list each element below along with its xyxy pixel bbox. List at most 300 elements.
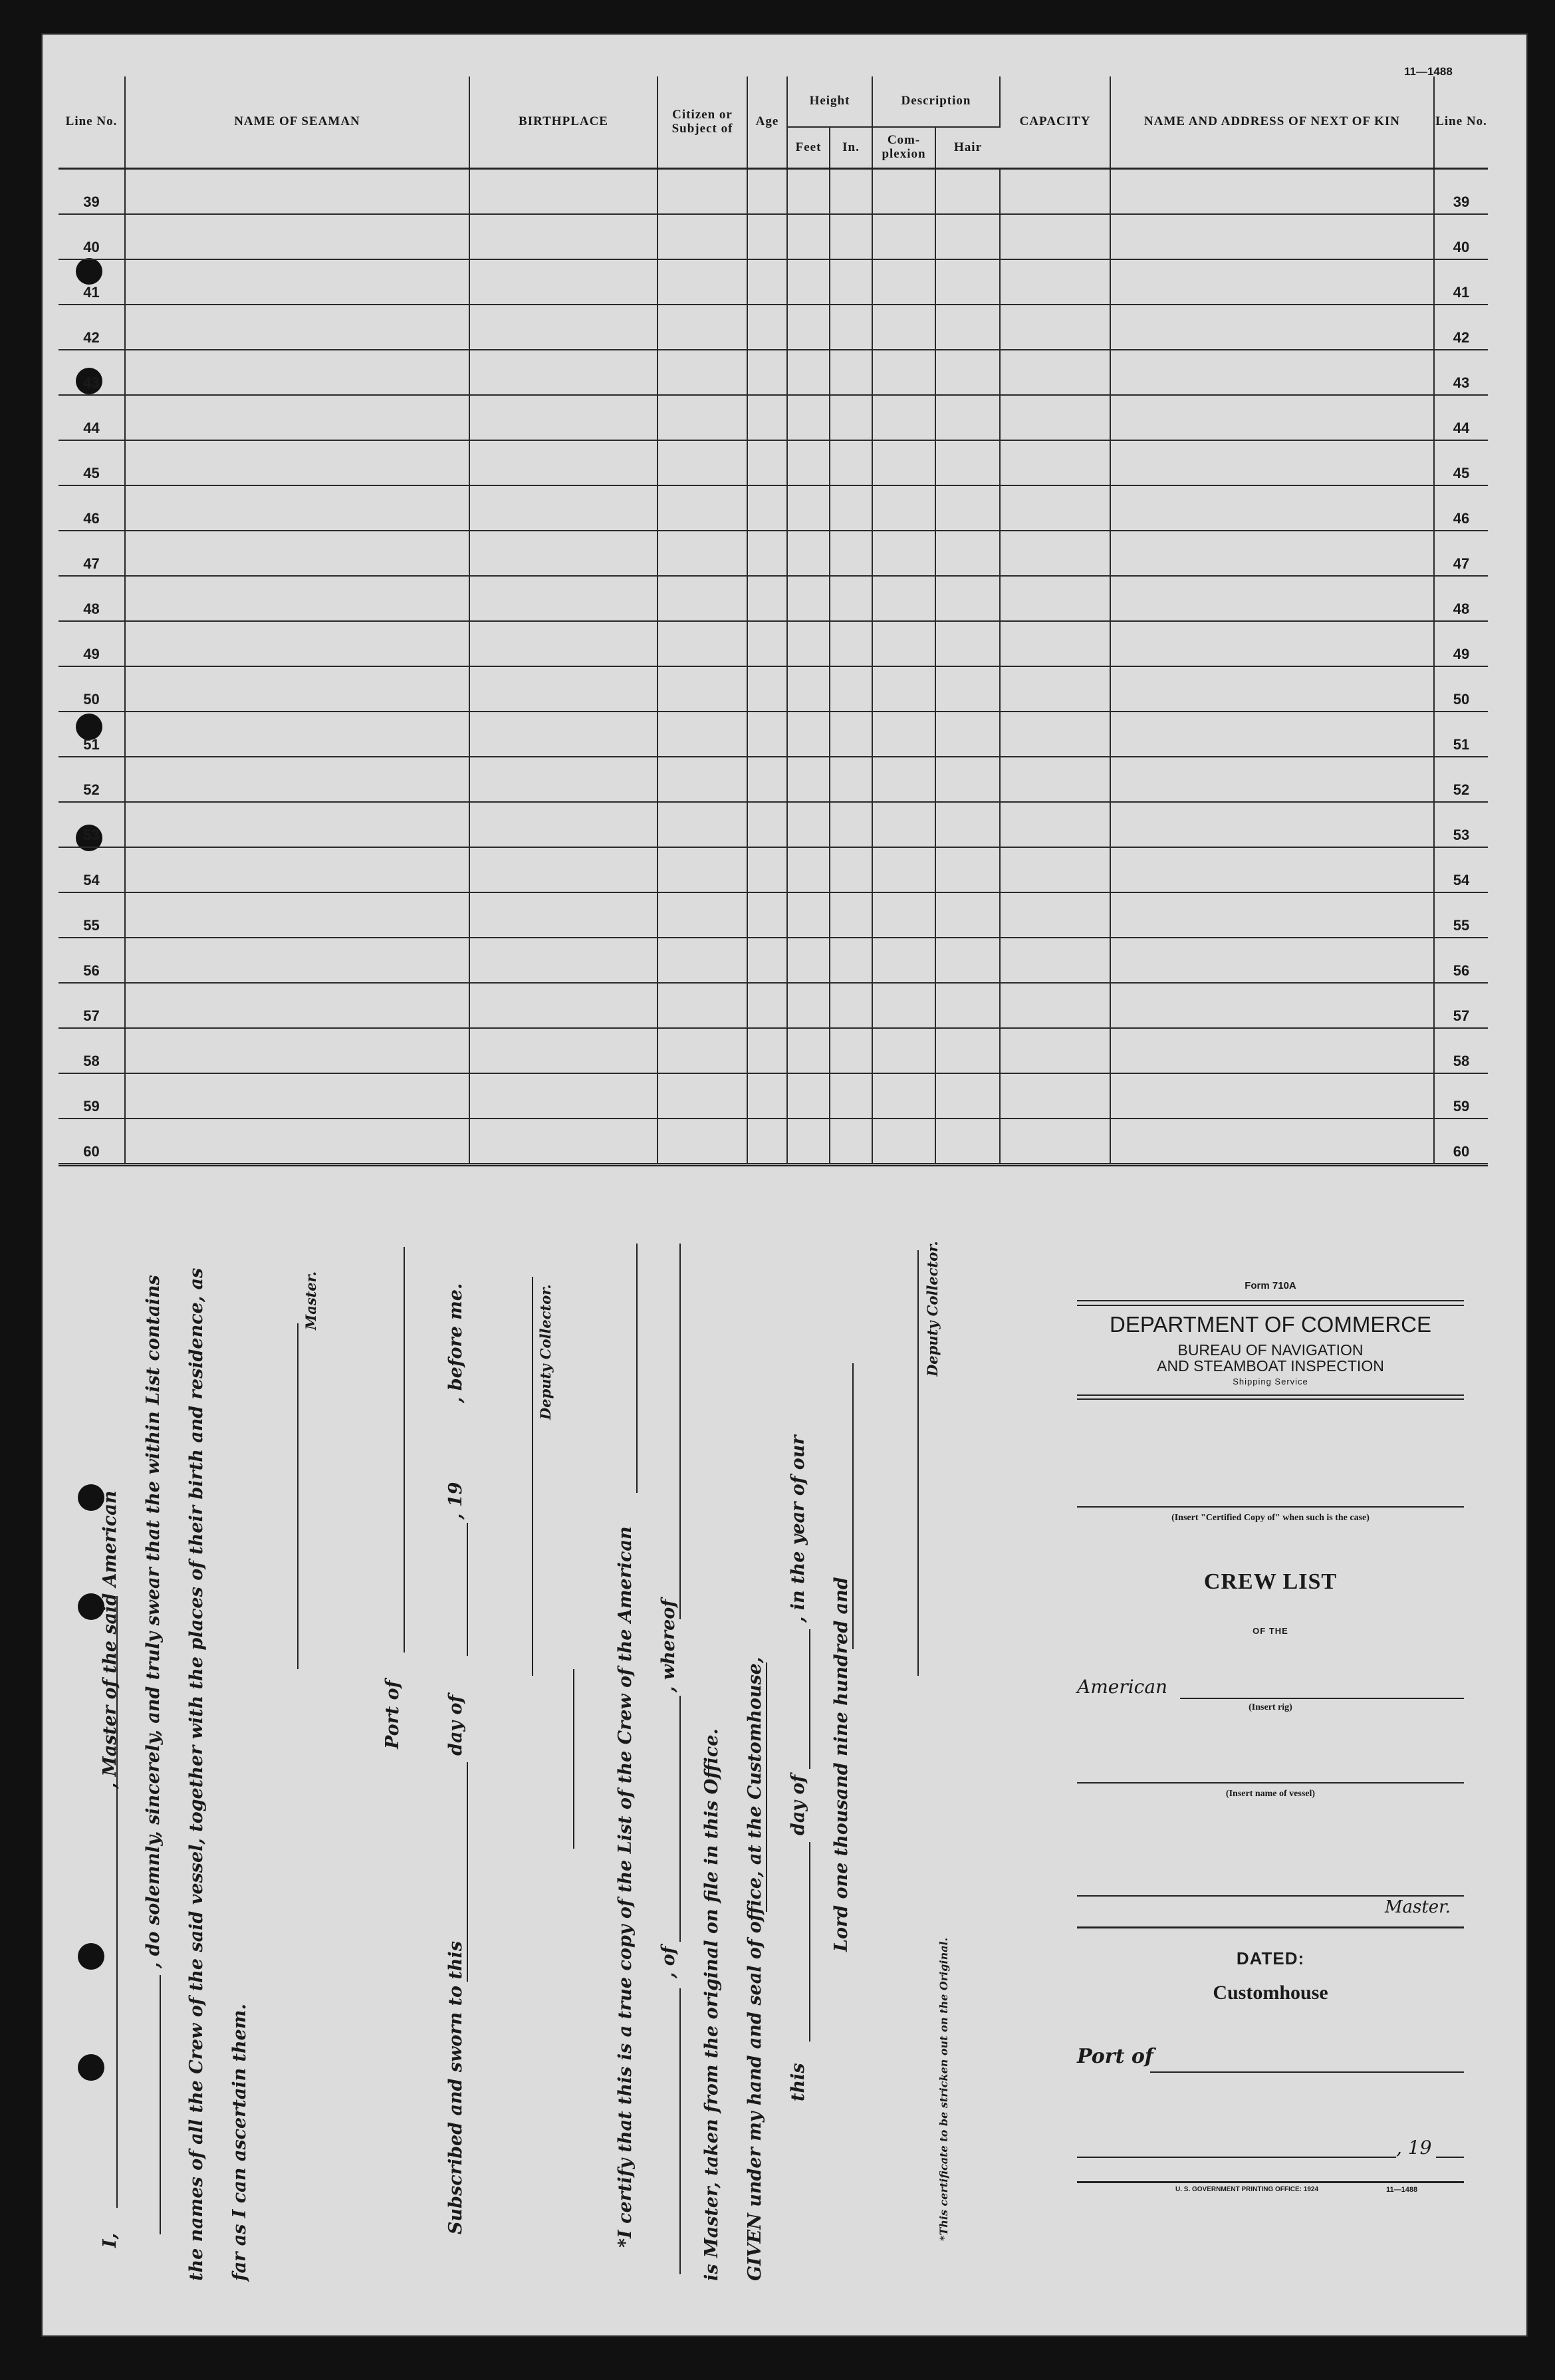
entry-cell[interactable] — [1000, 576, 1110, 621]
entry-cell[interactable] — [1000, 1119, 1110, 1165]
entry-cell[interactable] — [658, 621, 747, 666]
entry-cell[interactable] — [830, 621, 872, 666]
entry-cell[interactable] — [830, 1119, 872, 1165]
entry-cell[interactable] — [935, 485, 1000, 531]
entry-cell[interactable] — [935, 440, 1000, 485]
entry-cell[interactable] — [787, 395, 830, 440]
header-next-of-kin: NAME AND ADDRESS OF NEXT OF KIN — [1110, 76, 1434, 169]
insert-name-note: (Insert name of vessel) — [1225, 1789, 1316, 1799]
entry-cell[interactable] — [787, 983, 830, 1028]
entry-cell[interactable] — [469, 305, 658, 350]
entry-cell[interactable] — [1000, 531, 1110, 576]
entry-cell[interactable] — [469, 169, 658, 215]
entry-cell[interactable] — [469, 757, 658, 802]
entry-cell[interactable] — [747, 938, 787, 983]
entry-cell[interactable] — [787, 847, 830, 892]
entry-cell[interactable] — [658, 305, 747, 350]
entry-cell[interactable] — [658, 983, 747, 1028]
entry-cell[interactable] — [125, 938, 469, 983]
entry-cell[interactable] — [830, 1028, 872, 1073]
entry-cell[interactable] — [1110, 892, 1434, 938]
of-the: OF THE — [1253, 1626, 1288, 1636]
entry-cell[interactable] — [872, 938, 935, 983]
table-row — [59, 485, 1488, 531]
entry-cell[interactable] — [935, 259, 1000, 305]
entry-cell[interactable] — [787, 259, 830, 305]
entry-cell[interactable] — [787, 1028, 830, 1073]
panel-rule — [1077, 1926, 1464, 1928]
entry-cell[interactable] — [872, 395, 935, 440]
entry-cell[interactable] — [747, 531, 787, 576]
entry-cell[interactable] — [872, 802, 935, 847]
entry-cell[interactable] — [830, 847, 872, 892]
entry-cell[interactable] — [830, 440, 872, 485]
entry-cell[interactable] — [469, 712, 658, 757]
entry-cell[interactable] — [658, 892, 747, 938]
entry-cell[interactable] — [830, 576, 872, 621]
entry-cell[interactable] — [1000, 395, 1110, 440]
line-number: 54 — [59, 847, 125, 892]
entry-cell[interactable] — [830, 892, 872, 938]
entry-cell[interactable] — [787, 938, 830, 983]
entry-cell[interactable] — [125, 1028, 469, 1073]
entry-cell[interactable] — [830, 169, 872, 215]
entry-cell[interactable] — [872, 1119, 935, 1165]
entry-cell[interactable] — [935, 395, 1000, 440]
entry-cell[interactable] — [1000, 1028, 1110, 1073]
line-number: 47 — [59, 531, 125, 576]
entry-cell[interactable] — [125, 983, 469, 1028]
entry-cell[interactable] — [469, 938, 658, 983]
entry-cell[interactable] — [1000, 350, 1110, 395]
vessel-name-line — [1077, 1782, 1464, 1784]
deputy-collector-1: Deputy Collector. — [537, 1284, 554, 1420]
entry-cell[interactable] — [469, 531, 658, 576]
table-row — [59, 169, 1488, 215]
entry-cell[interactable] — [658, 802, 747, 847]
rig-line — [1180, 1698, 1464, 1699]
entry-cell[interactable] — [830, 485, 872, 531]
entry-cell[interactable] — [872, 576, 935, 621]
panel-date-line — [1077, 2157, 1396, 2158]
entry-cell[interactable] — [747, 214, 787, 259]
entry-cell[interactable] — [658, 847, 747, 892]
line-number-right: 60 — [1434, 1119, 1488, 1165]
entry-cell[interactable] — [1000, 259, 1110, 305]
certificate-day-of: day of — [788, 1774, 808, 1835]
entry-cell[interactable] — [1110, 485, 1434, 531]
entry-cell[interactable] — [658, 1073, 747, 1119]
entry-cell[interactable] — [872, 1073, 935, 1119]
port-of-line — [404, 1247, 405, 1653]
entry-cell[interactable] — [747, 485, 787, 531]
entry-cell[interactable] — [1110, 1073, 1434, 1119]
entry-cell[interactable] — [787, 305, 830, 350]
entry-cell[interactable] — [469, 259, 658, 305]
entry-cell[interactable] — [125, 712, 469, 757]
entry-cell[interactable] — [469, 892, 658, 938]
entry-cell[interactable] — [935, 983, 1000, 1028]
gpo-code: 11—1488 — [1386, 2186, 1418, 2194]
entry-cell[interactable] — [747, 712, 787, 757]
entry-cell[interactable] — [125, 305, 469, 350]
entry-cell[interactable] — [747, 1119, 787, 1165]
entry-cell[interactable] — [872, 440, 935, 485]
entry-cell[interactable] — [787, 666, 830, 712]
panel-rule — [1077, 2181, 1464, 2183]
entry-cell[interactable] — [1110, 847, 1434, 892]
entry-cell[interactable] — [469, 983, 658, 1028]
entry-cell[interactable] — [125, 1119, 469, 1165]
entry-cell[interactable] — [658, 440, 747, 485]
entry-cell[interactable] — [872, 1028, 935, 1073]
entry-cell[interactable] — [125, 757, 469, 802]
entry-cell[interactable] — [872, 531, 935, 576]
entry-cell[interactable] — [872, 214, 935, 259]
entry-cell[interactable] — [787, 440, 830, 485]
entry-cell[interactable] — [787, 1119, 830, 1165]
entry-cell[interactable] — [1000, 621, 1110, 666]
entry-cell[interactable] — [469, 395, 658, 440]
entry-cell[interactable] — [658, 576, 747, 621]
entry-cell[interactable] — [658, 531, 747, 576]
entry-cell[interactable] — [935, 350, 1000, 395]
entry-cell[interactable] — [1110, 305, 1434, 350]
entry-cell[interactable] — [658, 169, 747, 215]
table-row — [59, 938, 1488, 983]
oath-line-4: far as I can ascertain them. — [229, 2004, 250, 2281]
entry-cell[interactable] — [1110, 983, 1434, 1028]
entry-cell[interactable] — [935, 712, 1000, 757]
entry-cell[interactable] — [787, 802, 830, 847]
entry-cell[interactable] — [469, 350, 658, 395]
entry-cell[interactable] — [747, 621, 787, 666]
table-row — [59, 757, 1488, 802]
entry-cell[interactable] — [787, 576, 830, 621]
entry-cell[interactable] — [658, 1119, 747, 1165]
entry-cell[interactable] — [747, 440, 787, 485]
entry-cell[interactable] — [1110, 666, 1434, 712]
entry-cell[interactable] — [747, 576, 787, 621]
entry-cell[interactable] — [469, 1119, 658, 1165]
entry-cell[interactable] — [658, 259, 747, 305]
entry-cell[interactable] — [830, 757, 872, 802]
entry-cell[interactable] — [787, 757, 830, 802]
table-row — [59, 576, 1488, 621]
panel-rule — [1077, 1394, 1464, 1396]
entry-cell[interactable] — [872, 847, 935, 892]
entry-cell[interactable] — [935, 892, 1000, 938]
entry-cell[interactable] — [872, 892, 935, 938]
department-title: DEPARTMENT OF COMMERCE — [1109, 1312, 1432, 1337]
entry-cell[interactable] — [125, 847, 469, 892]
entry-cell[interactable] — [830, 1073, 872, 1119]
entry-cell[interactable] — [872, 712, 935, 757]
table-row — [59, 666, 1488, 712]
entry-cell[interactable] — [1110, 621, 1434, 666]
entry-cell[interactable] — [1000, 892, 1110, 938]
entry-cell[interactable] — [935, 802, 1000, 847]
line-number-right: 53 — [1434, 802, 1488, 847]
entry-cell[interactable] — [469, 576, 658, 621]
entry-cell[interactable] — [469, 666, 658, 712]
entry-cell[interactable] — [1000, 712, 1110, 757]
entry-cell[interactable] — [872, 666, 935, 712]
entry-cell[interactable] — [125, 576, 469, 621]
entry-cell[interactable] — [1110, 757, 1434, 802]
entry-cell[interactable] — [935, 305, 1000, 350]
entry-cell[interactable] — [1110, 350, 1434, 395]
entry-cell[interactable] — [935, 531, 1000, 576]
panel-master-label: Master. — [1384, 1897, 1451, 1917]
entry-cell[interactable] — [658, 485, 747, 531]
crew-table — [59, 76, 1488, 1166]
certificate-customhouse-line — [766, 1662, 767, 1912]
entry-cell[interactable] — [658, 757, 747, 802]
panel-port-of-label: Port of — [1077, 2045, 1153, 2068]
entry-cell[interactable] — [787, 350, 830, 395]
entry-cell[interactable] — [747, 983, 787, 1028]
table-row — [59, 712, 1488, 757]
entry-cell[interactable] — [830, 983, 872, 1028]
entry-cell[interactable] — [830, 712, 872, 757]
entry-cell[interactable] — [935, 666, 1000, 712]
entry-cell[interactable] — [1110, 576, 1434, 621]
entry-cell[interactable] — [469, 1028, 658, 1073]
entry-cell[interactable] — [1000, 938, 1110, 983]
panel-rule — [1077, 1300, 1464, 1301]
entry-cell[interactable] — [469, 847, 658, 892]
line-number: 45 — [59, 440, 125, 485]
entry-cell[interactable] — [935, 1028, 1000, 1073]
entry-cell[interactable] — [125, 214, 469, 259]
entry-cell[interactable] — [830, 531, 872, 576]
entry-cell[interactable] — [787, 531, 830, 576]
entry-cell[interactable] — [1000, 983, 1110, 1028]
header-description: Description — [872, 76, 1000, 127]
entry-cell[interactable] — [747, 757, 787, 802]
entry-cell[interactable] — [1110, 938, 1434, 983]
entry-cell[interactable] — [1110, 395, 1434, 440]
entry-cell[interactable] — [872, 757, 935, 802]
entry-cell[interactable] — [872, 259, 935, 305]
line-number: 60 — [59, 1119, 125, 1165]
port-of-label: Port of — [382, 1680, 403, 1749]
entry-cell[interactable] — [872, 983, 935, 1028]
entry-cell[interactable] — [125, 485, 469, 531]
line-number-right: 54 — [1434, 847, 1488, 892]
entry-cell[interactable] — [125, 350, 469, 395]
entry-cell[interactable] — [872, 169, 935, 215]
line-number-right: 59 — [1434, 1073, 1488, 1119]
panel-year-line — [1436, 2157, 1464, 2158]
entry-cell[interactable] — [747, 892, 787, 938]
entry-cell[interactable] — [469, 440, 658, 485]
entry-cell[interactable] — [1110, 259, 1434, 305]
entry-cell[interactable] — [1000, 169, 1110, 215]
entry-cell[interactable] — [1110, 802, 1434, 847]
entry-cell[interactable] — [658, 1028, 747, 1073]
entry-cell[interactable] — [830, 395, 872, 440]
entry-cell[interactable] — [125, 802, 469, 847]
entry-cell[interactable] — [1110, 1119, 1434, 1165]
entry-cell[interactable] — [787, 485, 830, 531]
entry-cell[interactable] — [747, 666, 787, 712]
entry-cell[interactable] — [1000, 1073, 1110, 1119]
entry-cell[interactable] — [469, 802, 658, 847]
entry-cell[interactable] — [747, 259, 787, 305]
entry-cell[interactable] — [1110, 214, 1434, 259]
entry-cell[interactable] — [830, 305, 872, 350]
entry-cell[interactable] — [872, 621, 935, 666]
subscribed-label: Subscribed and sworn to this — [445, 1940, 466, 2234]
line-number: 57 — [59, 983, 125, 1028]
entry-cell[interactable] — [935, 1119, 1000, 1165]
line-number: 40 — [59, 214, 125, 259]
entry-cell[interactable] — [658, 938, 747, 983]
entry-cell[interactable] — [125, 621, 469, 666]
line-number: 43 — [59, 350, 125, 395]
entry-cell[interactable] — [469, 485, 658, 531]
form-number: Form 710A — [1245, 1280, 1296, 1291]
entry-cell[interactable] — [872, 485, 935, 531]
entry-cell[interactable] — [787, 1073, 830, 1119]
entry-cell[interactable] — [125, 1073, 469, 1119]
entry-cell[interactable] — [1000, 440, 1110, 485]
certificate-line-4: GIVEN under my hand and seal of office, at the Customhouse, — [745, 1656, 765, 2281]
line-number-right: 47 — [1434, 531, 1488, 576]
entry-cell[interactable] — [830, 802, 872, 847]
entry-cell[interactable] — [125, 531, 469, 576]
entry-cell[interactable] — [787, 712, 830, 757]
entry-cell[interactable] — [469, 1073, 658, 1119]
entry-cell[interactable] — [125, 395, 469, 440]
entry-cell[interactable] — [1000, 305, 1110, 350]
entry-cell[interactable] — [747, 1028, 787, 1073]
entry-cell[interactable] — [830, 938, 872, 983]
entry-cell[interactable] — [747, 395, 787, 440]
certified-copy-line — [1077, 1506, 1464, 1508]
entry-cell[interactable] — [125, 169, 469, 215]
entry-cell[interactable] — [469, 214, 658, 259]
table-row — [59, 1119, 1488, 1165]
american-label: American — [1077, 1676, 1168, 1698]
entry-cell[interactable] — [747, 802, 787, 847]
line-number: 46 — [59, 485, 125, 531]
entry-cell[interactable] — [787, 892, 830, 938]
entry-cell[interactable] — [747, 305, 787, 350]
entry-cell[interactable] — [1110, 531, 1434, 576]
table-row — [59, 847, 1488, 892]
entry-cell[interactable] — [1000, 802, 1110, 847]
certificate-footnote: *This certificate to be stricken out on the Original. — [937, 1937, 950, 2241]
header-feet: Feet — [787, 127, 830, 169]
entry-cell[interactable] — [1000, 666, 1110, 712]
table-row — [59, 214, 1488, 259]
entry-cell[interactable] — [872, 305, 935, 350]
entry-cell[interactable] — [830, 259, 872, 305]
entry-cell[interactable] — [125, 440, 469, 485]
entry-cell[interactable] — [935, 169, 1000, 215]
subscribed-before-me: , before me. — [445, 1283, 466, 1403]
entry-cell[interactable] — [787, 621, 830, 666]
entry-cell[interactable] — [658, 395, 747, 440]
line-number: 56 — [59, 938, 125, 983]
entry-cell[interactable] — [1110, 169, 1434, 215]
table-row — [59, 802, 1488, 847]
entry-cell[interactable] — [872, 350, 935, 395]
line-number: 41 — [59, 259, 125, 305]
panel-port-line — [1150, 2071, 1464, 2073]
entry-cell[interactable] — [830, 350, 872, 395]
entry-cell[interactable] — [935, 757, 1000, 802]
certificate-this-blank — [809, 1842, 810, 2042]
dated-label: DATED: — [1236, 1948, 1305, 1968]
entry-cell[interactable] — [658, 214, 747, 259]
header-height: Height — [787, 76, 872, 127]
line-number-right: 49 — [1434, 621, 1488, 666]
deputy-collector-line-2 — [917, 1250, 919, 1676]
entry-cell[interactable] — [125, 666, 469, 712]
entry-cell[interactable] — [125, 892, 469, 938]
entry-cell[interactable] — [787, 214, 830, 259]
seal-line — [573, 1669, 574, 1849]
subscribed-blank — [467, 1762, 468, 1982]
customhouse-label: Customhouse — [1213, 1982, 1328, 2004]
entry-cell[interactable] — [1000, 757, 1110, 802]
line-number-right: 46 — [1434, 485, 1488, 531]
panel-rule — [1077, 1398, 1464, 1400]
entry-cell[interactable] — [935, 847, 1000, 892]
entry-cell[interactable] — [1000, 485, 1110, 531]
entry-cell[interactable] — [658, 712, 747, 757]
entry-cell[interactable] — [830, 214, 872, 259]
entry-cell[interactable] — [1000, 214, 1110, 259]
line-number: 48 — [59, 576, 125, 621]
entry-cell[interactable] — [747, 847, 787, 892]
subscribed-year: , 19 — [445, 1482, 466, 1520]
header-citizen: Citizen or Subject of — [658, 76, 747, 169]
line-number-right: 40 — [1434, 214, 1488, 259]
entry-cell[interactable] — [1110, 712, 1434, 757]
entry-cell[interactable] — [747, 1073, 787, 1119]
entry-cell[interactable] — [935, 621, 1000, 666]
entry-cell[interactable] — [747, 350, 787, 395]
entry-cell[interactable] — [658, 350, 747, 395]
table-row — [59, 1073, 1488, 1119]
header-inches: In. — [830, 127, 872, 169]
entry-cell[interactable] — [1110, 1028, 1434, 1073]
certificate-year-blank — [852, 1363, 854, 1649]
entry-cell[interactable] — [935, 576, 1000, 621]
entry-cell[interactable] — [935, 1073, 1000, 1119]
entry-cell[interactable] — [747, 169, 787, 215]
line-number-right: 52 — [1434, 757, 1488, 802]
entry-cell[interactable] — [125, 259, 469, 305]
line-number: 49 — [59, 621, 125, 666]
deputy-collector-2: Deputy Collector. — [924, 1241, 941, 1377]
entry-cell[interactable] — [935, 938, 1000, 983]
entry-cell[interactable] — [658, 666, 747, 712]
entry-cell[interactable] — [830, 666, 872, 712]
entry-cell[interactable] — [1000, 847, 1110, 892]
crew-rows — [59, 169, 1488, 1165]
entry-cell[interactable] — [1110, 440, 1434, 485]
certificate-line-1: *I certify that this is a true copy of the List of the Crew of the American — [615, 1526, 636, 2248]
entry-cell[interactable] — [469, 621, 658, 666]
entry-cell[interactable] — [787, 169, 830, 215]
entry-cell[interactable] — [935, 214, 1000, 259]
